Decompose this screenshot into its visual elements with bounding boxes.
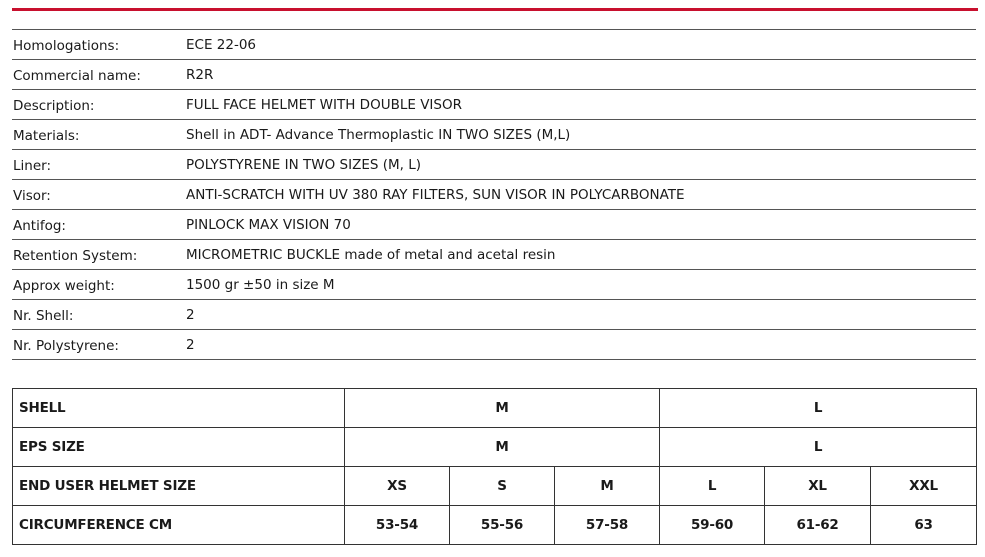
spec-value: MICROMETRIC BUCKLE made of metal and acetal resin (186, 246, 556, 263)
spec-value: ECE 22-06 (186, 36, 257, 53)
table-cell: M (345, 389, 660, 428)
table-cell: 63 (871, 506, 977, 545)
spec-value: R2R (186, 66, 214, 83)
spec-label: Visor: (13, 187, 51, 204)
spec-row-nr-shell (12, 300, 976, 330)
table-cell: 53-54 (345, 506, 450, 545)
table-cell: S (450, 467, 555, 506)
spec-label: Nr. Polystyrene: (13, 337, 119, 354)
table-cell: L (660, 428, 977, 467)
spec-row-antifog (12, 210, 976, 240)
table-row-eps-size (13, 428, 977, 467)
spec-label: Nr. Shell: (13, 307, 74, 324)
table-cell: L (660, 467, 765, 506)
spec-row-approx-weight (12, 270, 976, 300)
spec-label: Materials: (13, 127, 80, 144)
row-header: SHELL (13, 389, 345, 428)
table-cell: XXL (871, 467, 977, 506)
table-cell: M (555, 467, 660, 506)
spec-label: Description: (13, 97, 95, 114)
table-cell: 57-58 (555, 506, 660, 545)
spec-row-commercial-name (12, 60, 976, 90)
spec-label: Homologations: (13, 37, 120, 54)
spec-value: 2 (186, 306, 195, 323)
spec-value: FULL FACE HELMET WITH DOUBLE VISOR (186, 96, 462, 113)
row-header: CIRCUMFERENCE CM (13, 506, 345, 545)
table-cell: L (660, 389, 977, 428)
spec-row-retention-system (12, 240, 976, 270)
table-cell: 59-60 (660, 506, 765, 545)
row-header: END USER HELMET SIZE (13, 467, 345, 506)
table-row-end-user-size (13, 467, 977, 506)
table-cell: XL (765, 467, 871, 506)
spec-value: ANTI-SCRATCH WITH UV 380 RAY FILTERS, SUN VISOR IN POLYCARBONATE (186, 186, 685, 203)
table-row-circumference (13, 506, 977, 545)
spec-label: Commercial name: (13, 67, 141, 84)
row-header: EPS SIZE (13, 428, 345, 467)
spec-label: Liner: (13, 157, 51, 174)
spec-label: Retention System: (13, 247, 138, 264)
spec-value: Shell in ADT- Advance Thermoplastic IN TWO SIZES (M,L) (186, 126, 571, 143)
spec-row-materials (12, 120, 976, 150)
header-accent-rule (12, 8, 978, 11)
spec-label: Antifog: (13, 217, 66, 234)
spec-value: 2 (186, 336, 195, 353)
table-cell: 61-62 (765, 506, 871, 545)
table-cell: XS (345, 467, 450, 506)
spec-row-homologations (12, 30, 976, 60)
spec-value: PINLOCK MAX VISION 70 (186, 216, 351, 233)
table-row-shell (13, 389, 977, 428)
spec-row-description (12, 90, 976, 120)
spec-row-liner (12, 150, 976, 180)
spec-list (12, 29, 976, 360)
spec-row-visor (12, 180, 976, 210)
table-cell: M (345, 428, 660, 467)
spec-value: 1500 gr ±50 in size M (186, 276, 335, 293)
table-cell: 55-56 (450, 506, 555, 545)
size-table (12, 388, 977, 545)
spec-row-nr-polystyrene (12, 330, 976, 360)
spec-value: POLYSTYRENE IN TWO SIZES (M, L) (186, 156, 421, 173)
spec-label: Approx weight: (13, 277, 115, 294)
